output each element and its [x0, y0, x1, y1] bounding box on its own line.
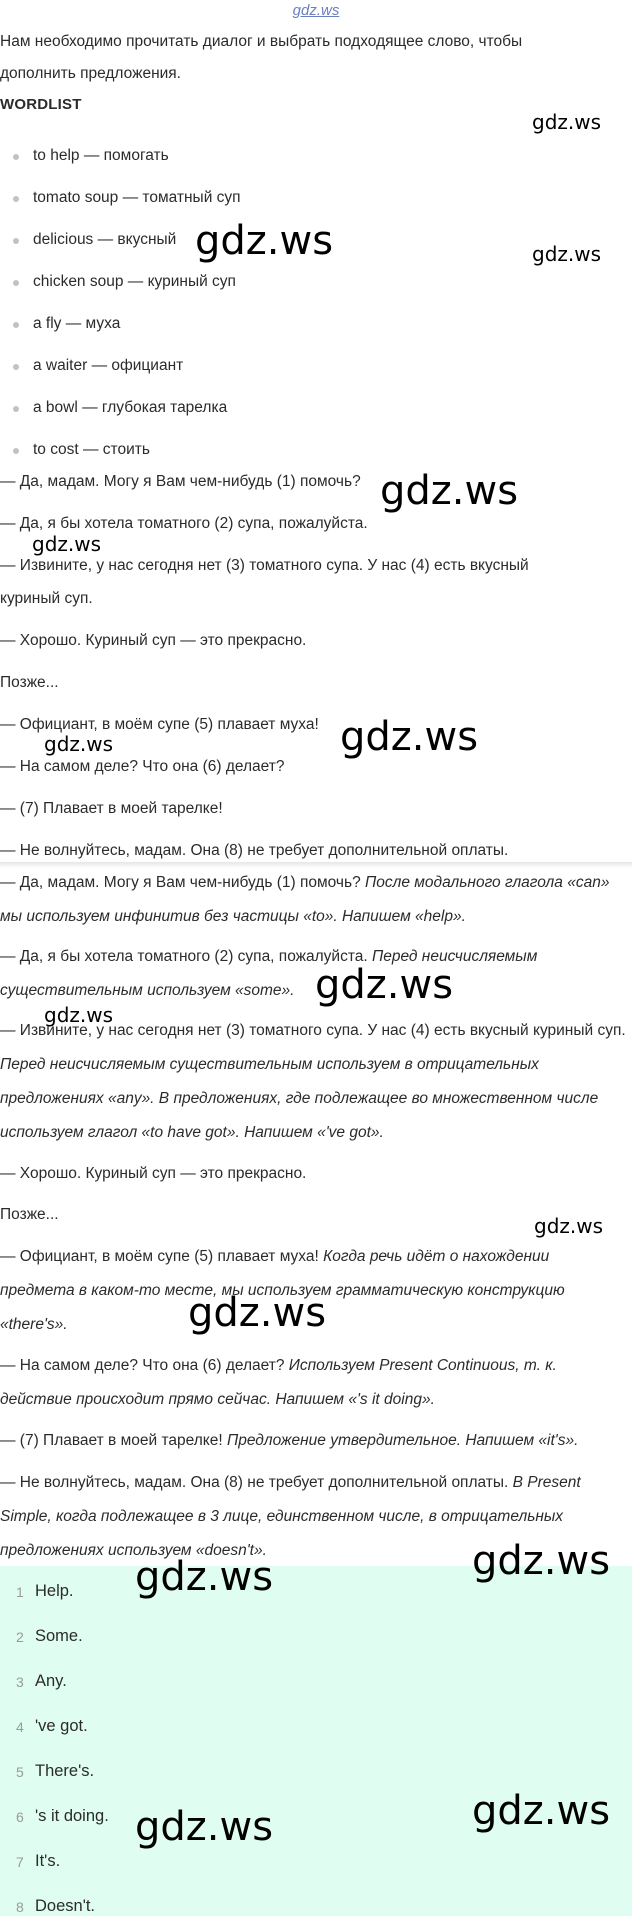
list-bullet-icon [13, 238, 19, 244]
answer-number: 5 [16, 1764, 24, 1780]
wordlist-item: chicken soup — куриный суп [33, 273, 236, 290]
wordlist-item: to help — помогать [33, 147, 169, 164]
dialog-line: — Хорошо. Куриный суп — это прекрасно. [0, 632, 307, 649]
watermark: gdz.ws [340, 714, 479, 760]
explanation-paragraph: — На самом деле? Что она (6) делает? Используем Present Continuous, т. к. действие происходит прямо сейчас. Напишем «'s it doing». [0, 1357, 557, 1408]
list-bullet-icon [13, 406, 19, 412]
watermark: gdz.ws [380, 468, 519, 514]
list-bullet-icon [13, 448, 19, 454]
wordlist-item: tomato soup — томатный суп [33, 189, 241, 206]
answer-number: 7 [16, 1854, 24, 1870]
wordlist-item: a fly — муха [33, 315, 121, 332]
answer-text: Some. [35, 1627, 83, 1645]
watermark: gdz.ws [44, 732, 114, 756]
list-bullet-icon [13, 280, 19, 286]
watermark: gdz.ws [135, 1554, 274, 1600]
list-bullet-icon [13, 196, 19, 202]
watermark: gdz.ws [532, 110, 602, 134]
dialog-line: куриный суп. [0, 590, 93, 607]
answer-text: 's it doing. [35, 1807, 109, 1825]
dialog-line: Позже... [0, 674, 59, 691]
dialog-line: — Официант, в моём супе (5) плавает муха! [0, 716, 319, 733]
explanation-paragraph: — Хорошо. Куриный суп — это прекрасно. [0, 1165, 307, 1182]
dialog-line: — Да, мадам. Могу я Вам чем-нибудь (1) помочь? [0, 473, 361, 490]
watermark: gdz.ws [32, 532, 102, 556]
watermark: gdz.ws [534, 1214, 604, 1238]
watermark: gdz.ws [472, 1538, 611, 1584]
answer-number: 3 [16, 1674, 24, 1690]
dialog-line: — На самом деле? Что она (6) делает? [0, 758, 285, 775]
explanation-paragraph: Позже... [0, 1206, 59, 1223]
answer-text: There's. [35, 1762, 95, 1780]
explanation-paragraph: — Да, мадам. Могу я Вам чем-нибудь (1) помочь? После модального глагола «can» мы используем инфинитив без частицы «to». Напишем «help». [0, 874, 610, 925]
watermark: gdz.ws [44, 1003, 114, 1027]
dialog-line: — Не волнуйтесь, мадам. Она (8) не требует дополнительной оплаты. [0, 842, 509, 859]
wordlist-item: a waiter — официант [33, 357, 184, 374]
wordlist-item: to cost — стоить [33, 441, 150, 458]
dialog-line: — Да, я бы хотела томатного (2) супа, пожалуйста. [0, 515, 368, 532]
watermark: gdz.ws [195, 218, 334, 264]
answer-text: Doesn't. [35, 1897, 96, 1915]
explanation-paragraph: — Не волнуйтесь, мадам. Она (8) не требует дополнительной оплаты. В Present Simple, когда подлежащее в 3 лице, единственном числе, в отрицательных предложениях используем «doesn't». [0, 1474, 581, 1559]
answer-block [0, 1566, 632, 1916]
answer-number: 4 [16, 1719, 24, 1735]
intro-text-line-2: дополнить предложения. [0, 65, 181, 82]
explanation-paragraph: — (7) Плавает в моей тарелке! Предложение утвердительное. Напишем «it's». [0, 1432, 579, 1449]
wordlist-item: a bowl — глубокая тарелка [33, 399, 228, 416]
explanation-paragraph: — Да, я бы хотела томатного (2) супа, пожалуйста. Перед неисчисляемым существительным используем «some». [0, 948, 538, 999]
answer-number: 8 [16, 1899, 24, 1915]
watermark: gdz.ws [135, 1804, 274, 1850]
dialog-line: — Извините, у нас сегодня нет (3) томатного супа. У нас (4) есть вкусный [0, 557, 529, 574]
list-bullet-icon [13, 154, 19, 160]
answer-number: 1 [16, 1584, 24, 1600]
answer-text: 've got. [35, 1717, 88, 1735]
site-header-link[interactable]: gdz.ws [292, 2, 340, 19]
dialog-line: — (7) Плавает в моей тарелке! [0, 800, 223, 817]
list-bullet-icon [13, 322, 19, 328]
watermark: gdz.ws [532, 242, 602, 266]
explanation-paragraph: — Официант, в моём супе (5) плавает муха! Когда речь идёт о нахождении предмета в каком-то месте, мы используем грамматическую конструкцию «there's». [0, 1248, 565, 1333]
answer-text: It's. [35, 1852, 61, 1870]
explanation-paragraph: — Извините, у нас сегодня нет (3) томатного супа. У нас (4) есть вкусный куриный суп. Перед неисчисляемым существительным используем в отрицательных предложениях «any». В предложениях, где подлежащее во множественном числе используем глагол «to have got». Напишем «'ve got». [0, 1022, 626, 1141]
wordlist-heading: WORDLIST [0, 96, 82, 113]
answer-text: Any. [35, 1672, 67, 1690]
wordlist-item: delicious — вкусный [33, 231, 177, 248]
intro-text-line-1: Нам необходимо прочитать диалог и выбрать подходящее слово, чтобы [0, 33, 523, 50]
list-bullet-icon [13, 364, 19, 370]
answer-number: 2 [16, 1629, 24, 1645]
watermark: gdz.ws [188, 1290, 327, 1336]
watermark: gdz.ws [472, 1788, 611, 1834]
answer-text: Help. [35, 1582, 74, 1600]
answer-number: 6 [16, 1809, 24, 1825]
watermark: gdz.ws [315, 962, 454, 1008]
